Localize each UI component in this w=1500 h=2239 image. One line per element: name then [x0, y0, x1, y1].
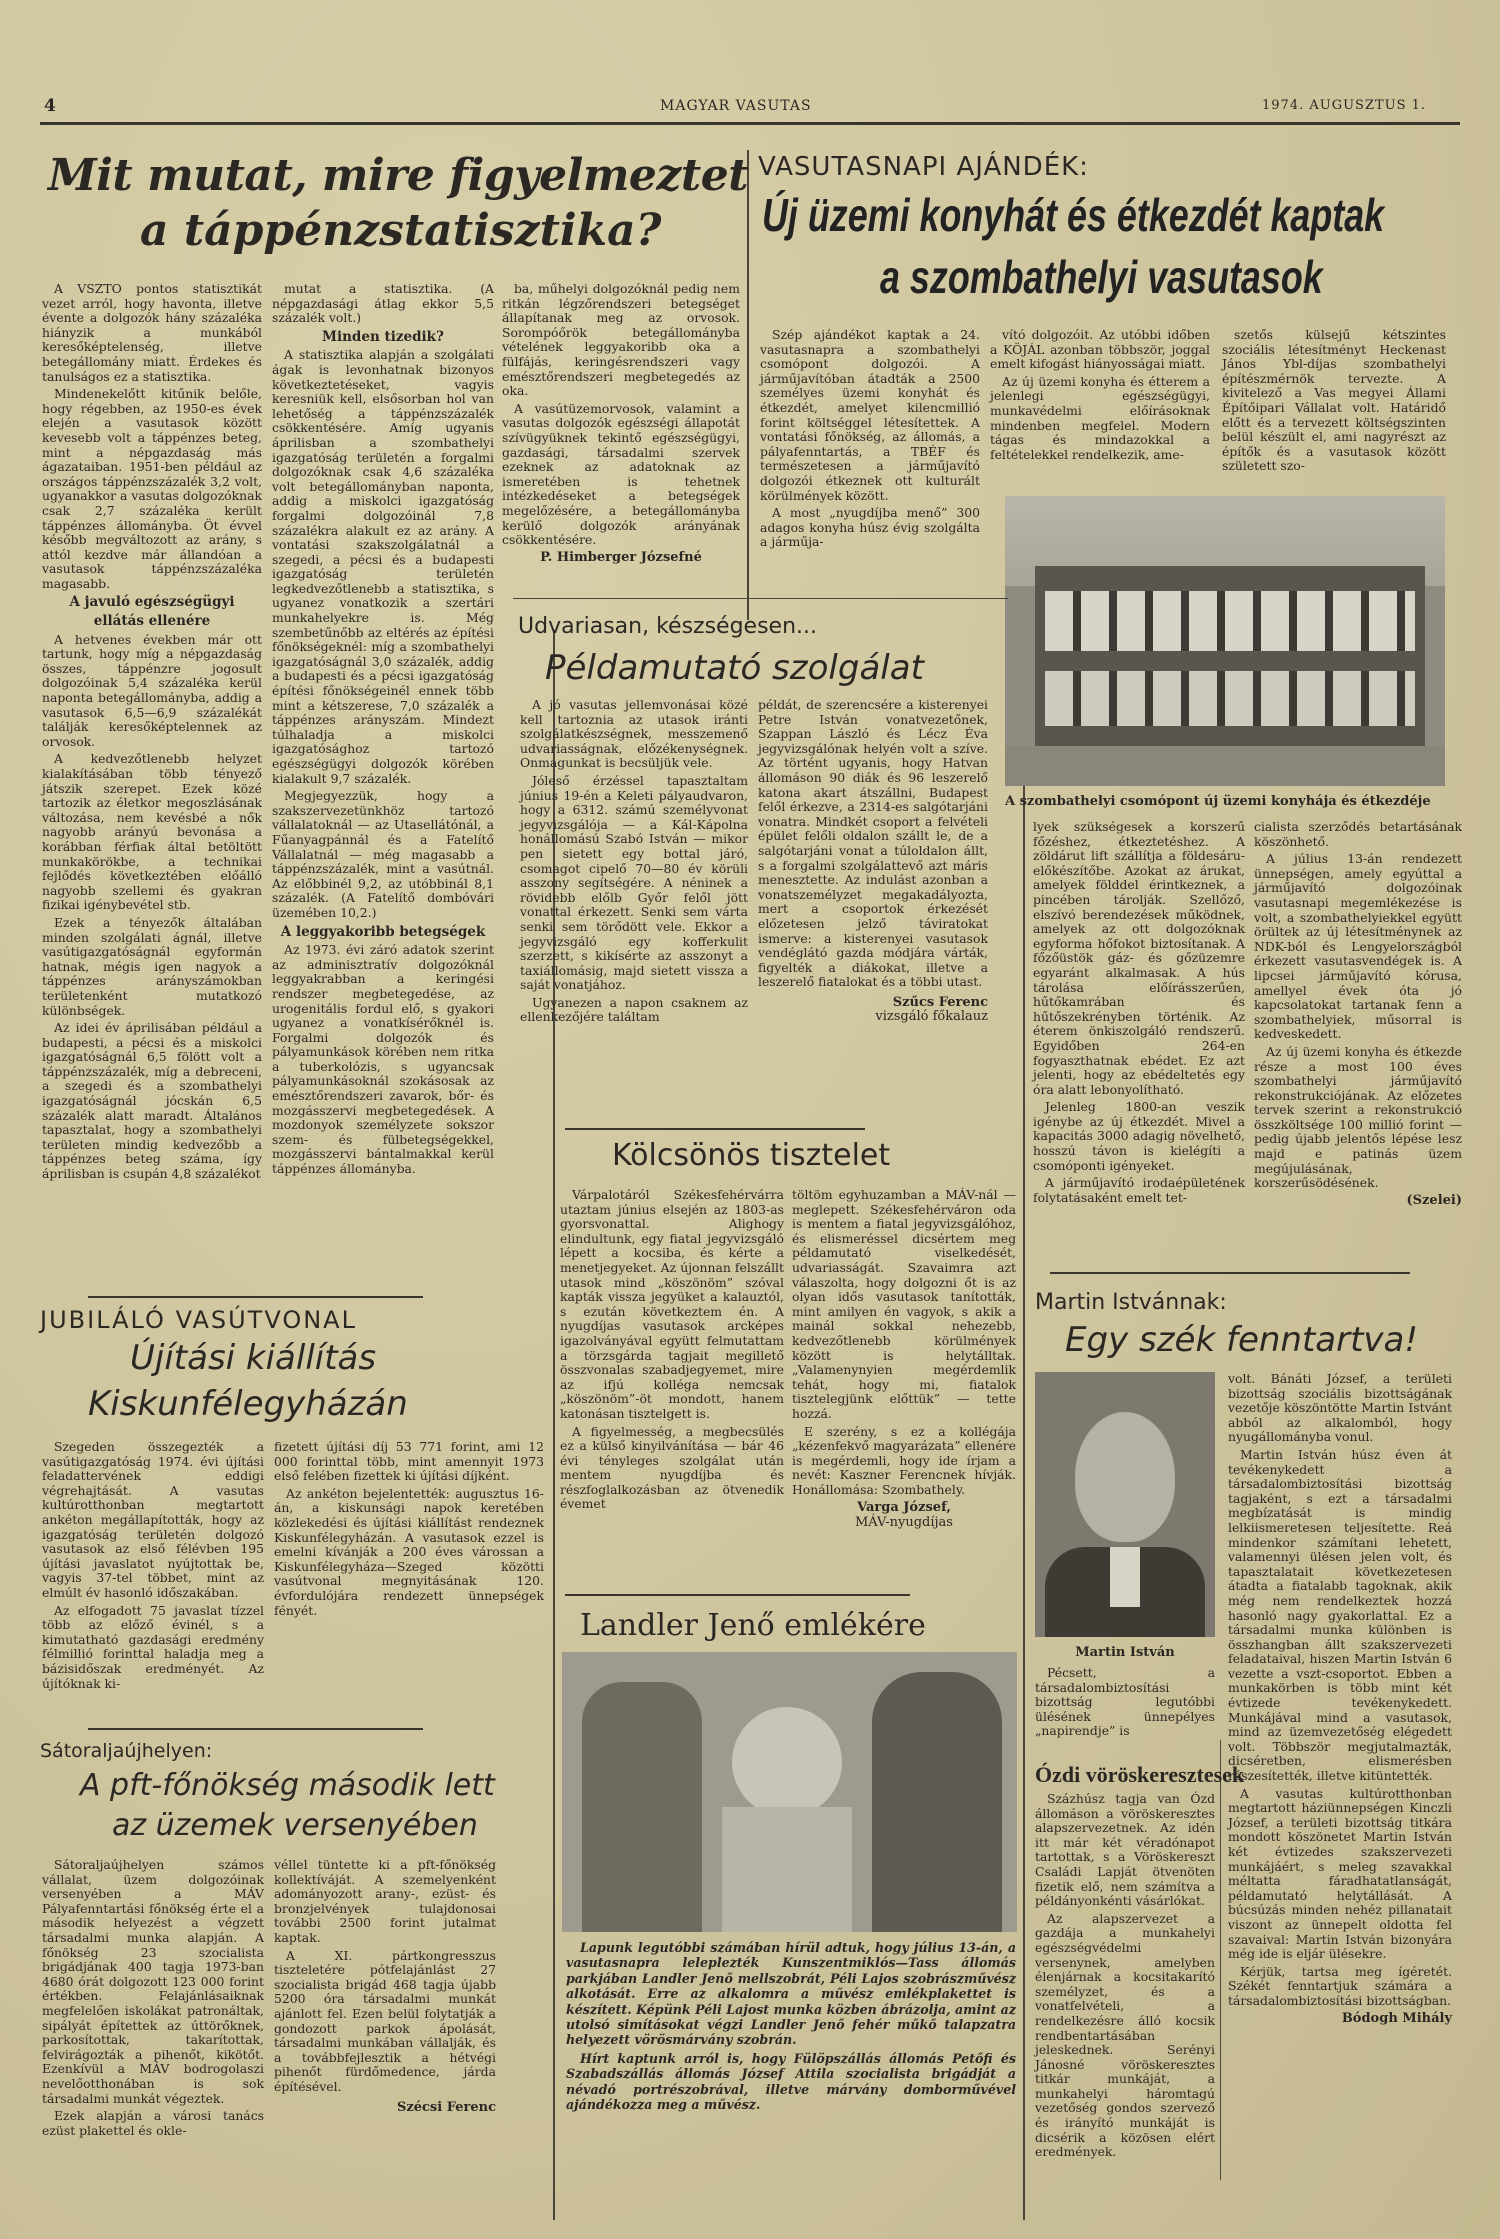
headline-kolcsonos: Kölcsönös tisztelet [612, 1138, 891, 1173]
martin-portrait-photo [1035, 1372, 1215, 1637]
konyha-column-1 [760, 328, 980, 553]
paragraph: Az 1973. évi záró adatok szerint az adminisztratív dolgozóknál leggyakrabban a keringési rendszer megbetegedése, az urogenitális fordul elő, s gyakori ugyanez a vonatkísérőknél is. Forgalmi dolgozók és pályamunkások körében nem ritka a tuberkolózis, s ugyancsak pályamunkásoknál szokásosak az emésztőrendszeri zavarok, bőr- és mozgásszervi megbetegedések. A mozdonyok személyzete sokszor szem- és fülbetegségekkel, mozgásszervi bántalmakkal kerül táppénzes állományba. [272, 942, 494, 1177]
paragraph: Az alapszervezet a gazdája a munkahelyi egészségvédelmi versenynek, amelyben élenjárnak a kocsitakarító személyzet, és a vonatfelvételi, a rendelkezésre álló kocsik rendbentartásában jeleskednek. Serényi Jánosné vöröskeresztes titkár munkáját, a munkahelyi háromtagú vezetőség gondos szervező és irányító munkáját is dicsérik a közösen elért eredmények. [1035, 1910, 1215, 2160]
section-rule [565, 1594, 910, 1596]
ozd-column [1035, 1792, 1215, 2163]
author: P. Himberger Józsefné [540, 549, 702, 565]
column-divider [1023, 630, 1025, 2220]
issue-date: 1974. AUGUSZTUS 1. [1262, 98, 1427, 113]
paragraph: ba, műhelyi dolgozóknál pedig nem ritkán légzőrendszeri betegséget állapítanak meg az orvosok. Sorompóőrök betegállományba vételének leggyakoribb oka a fülfájás, keringésrendszeri vagy emésztőrendszeri megbetegedés az oka. [502, 281, 740, 399]
satoralja-column-1 [42, 1858, 264, 2141]
paragraph: Az idei év áprilisában például a budapesti, a pécsi és a miskolci igazgatóságnál 6,5 fölött volt a táppénzszázalék, míg a debreceni, a szegedi és a szombathelyi igazgatóságnál jócskán 6,5 százalék alatt maradt. Általános tapasztalat, hogy a szombathelyi területen mindig kedvezőbb a táppénzes beteg száma, így áprilisban is csupán 4,8 százalékot [42, 1020, 262, 1182]
paragraph: A kedvezőtlenebb helyzet kialakításában több tényező játszik szerepet. Ezek közé tartozik az életkor megoszlásának változása, nem kevésbé a nők nagyobb arányú bevonása a korábban férfiak által betöltött munkakörökbe, a technikai fejlődés következtében előálló nagyobb szellemi és gyakran fizikai igénybevétel stb. [42, 751, 262, 913]
paragraph: Százhúsz tagja van Ózd állomáson a vöröskeresztes alapszervezetnek. Az idén itt már két véradónapot tartottak, s a Vöröskereszt Családi Lapját ötvenöten fizetik elő, nem számítva a példányonkénti vásárlókat. [1035, 1791, 1215, 1909]
paragraph: Megjegyezzük, hogy a szakszervezetünkhöz tartozó vállalatoknál — az Utasellátónál, a Fűanyagpánnál és a Fatelítő Vállalatnál — még magasabb a táppénzszázalék, mint a vasútnál. Az előbbinél 9,2, az utóbbinál 8,1 százalék. (A Fatelítő dombóvári üzemében 10,2.) [272, 788, 494, 920]
konyha-column-2 [990, 328, 1210, 465]
paragraph: Az elfogadott 75 javaslat tízzel több az előző évinél, s a kimutatható gazdasági eredmény félmillió forinttal haladja meg a bázisidőszak eredményét. Az újítóknak ki- [42, 1602, 264, 1691]
headline-ozd: Ózdi vöröskeresztesek [1035, 1762, 1245, 1787]
kicker-udvarias: Udvariasan, készségesen... [518, 614, 817, 639]
section-rule [88, 1728, 423, 1730]
kicker-jubilalo: JUBILÁLÓ VASÚTVONAL [40, 1306, 357, 1334]
section-rule [565, 1128, 865, 1130]
paragraph: Martin István húsz éven át tevékenykedett a társadalombiztosítási bizottság tagjaként, s ezt a társadalmi megbízatását is mindig lelkiismeretesen teljesítette. Reá mindenkor számítani lehetett, valamennyi ülésen jelen volt, és tapasztalatait következetesen átadta a fiatalabb tagoknak, akik még nem rendelkeztek hozzá hasonló nagy gyakorlattal. Ez a társadalmi munka különben is összhangban állt szakszervezeti feladataival, hiszen Martin István 6 vezette a vszt-csoportot. Ebben a munkakörben is több mint két évtizede tevékenykedett. Munkájával mind a vasutasok, mind az üzemvezetőség elégedett volt. Többször megjutalmazták, dicséretben, elismerésben részesítették, illetve kitüntették. [1228, 1446, 1452, 1784]
paragraph: Jóleső érzéssel tapasztaltam június 19-én a Keleti pályaudvaron, hogy a 6312. számú személyvonat jegyvizsgálója — a Kál-Kápolna honállomású Szabó István — mikor pen sietett egy bottal járó, csomagot cipelő 70—80 év körüli asszony segítségére. A néninek a rövidebb előlb Győr felől jött vonattal érkezett. Senki sem várta senki sem törődött vele. Ekkor a jegyvizsgáló egy kofferkulit szerzett, s kikísérte az asszonyt a taxiállomásig, majd sietett vissza a saját vonatjához. [520, 772, 748, 993]
paragraph: fizetett újítási díj 53 771 forint, ami 12 000 forinttal több, mint amennyit 1973 első felében fizettek ki újítási díjként. [274, 1439, 544, 1484]
author: (Szelei) [1406, 1192, 1462, 1208]
paragraph: mutat a statisztika. (A népgazdasági átlag ekkor 5,5 százalék volt.) [272, 281, 494, 326]
kicker-konyha: VASUTASNAPI AJÁNDÉK: [758, 152, 1089, 182]
headline-udvarias: Példamutató szolgálat [545, 648, 924, 688]
tappenz-column-1 [42, 282, 262, 1185]
sculptor-photo [562, 1652, 1017, 1932]
author: Szécsi Ferenc [396, 2099, 496, 2115]
udvarias-column-2 [758, 698, 988, 1025]
headline-jubilalo: Újítási kiállítás [130, 1338, 377, 1378]
subheading: A leggyakoribb betegségek [280, 923, 486, 940]
page-number: 4 [44, 96, 57, 116]
paragraph: volt. Bánáti József, a területi bizottság szociális bizottságának vezetője köszöntötte Martin Istvánt abból az alkalomból, hogy nyugállományba vonul. [1228, 1371, 1452, 1445]
author-title: MÁV-nyugdíjas [855, 1515, 953, 1531]
paragraph: A vasútüzemorvosok, valamint a vasutas dolgozók egészségi állapotát szívügyüknek tekintő egészségügyi, gazdasági, társadalmi szervek ezeknek az adatoknak az ismeretében is tehetnek intézkedéseket a betegségek megelőzésére, a betegállományba kerülő dolgozók arányának csökkentésére. [502, 400, 740, 548]
paragraph: Ezek a tényezők általában minden szolgálati ágnál, illetve vasútigazgatóságnál egyformán hatnak, mégis igen nagyok a táppénzes arányszámokban területenként mutatkozó különbségek. [42, 914, 262, 1018]
paragraph: cialista szerződés betartásának köszönhető. [1254, 819, 1462, 849]
headline-jubilalo-line2: Kiskunfélegyházán [88, 1384, 408, 1424]
author: Bódogh Mihály [1341, 2010, 1452, 2026]
paragraph: Az új üzemi konyha és étterem a jelenlegi egészségügyi, munkavédelmi előírásoknak mindenben megfelel. Modern tágas és mindazokkal a feltételekkel rendelkezik, ame- [990, 373, 1210, 462]
konyha-column-4 [1033, 820, 1245, 1208]
jubilalo-column-1 [42, 1440, 264, 1694]
paragraph: A XI. pártkongresszus tiszteletére pótfelajánlást 27 szocialista brigád 468 tagja újabb 5200 óra társadalmi munkát ajánlott fel. Ezen belül folytatják a gondozott parkok ápolását, társadalmi munkában vállalják, és a továbbfejlesztik a hétvégi pihenőt fürdőmedence, járda építésével. [274, 1947, 496, 2094]
headline-tappenz-line2: a táppénzstatisztika? [140, 205, 662, 256]
paragraph: A vasutas kultúrotthonban megtartott háziünnepségen Kinczli József, a területi bizottság titkára mondott köszönetet Martin István két évtizedes szakszervezeti munkájáért, s meleg szavakkal méltatta fáradhatatlanságát, példamutató helytállását. A búcsúzás minden nehéz pillanatait viszont az ünnepelt oldotta fel szavaival: Martin István bizonyára még ide is eljár ülésekre. [1228, 1785, 1452, 1962]
paragraph: E szerény, s ez a kollégája „kézenfekvő magyarázata” ellenére is megérdemli, hogy ide írjam a nevét: Kaszner Ferencnek hívják. Honállomása: Szombathely. [792, 1423, 1016, 1497]
subheading: ellátás ellenére [93, 613, 211, 630]
paragraph: Szép ajándékot kaptak a 24. vasutasnapra a szombathelyi csomópont dolgozói. A járműjavítóban átadták a 2500 személyes üzemi konyhát és étkezdét, amelyet kilencmillió forint költséggel létesítettek. A vontatási főnökség, az állomás, a pályafenntartás, a TBÉF és természetesen a járműjavító dolgozói étkeznek ott kulturált körülmények között. [760, 327, 980, 503]
headline-konyha-line2: a szombathelyi vasutasok [880, 251, 1323, 303]
kicker-satoralja: Sátoraljaújhelyen: [40, 1740, 213, 1762]
kicker-martin: Martin Istvánnak: [1035, 1290, 1227, 1315]
paragraph: A statisztika alapján a szolgálati ágak is levonhatnak bizonyos következtetéseket, vagyis keresniük kell, elsősorban hol van lehetőség a táppénzszázalék csökkentésére. Amíg ugyanis áprilisban a szombathelyi igazgatóság területén a forgalmi dolgozóknak csak 4,6 százaléka volt betegállományban naponta, addig a miskolci igazgatóság forgalmi dolgozóinál 7,8 százalékra alakult ez az arány. A vontatási szakszolgálatnál a szegedi, a pécsi és a budapesti igazgatóság területén legkedvezőtlenebb a statisztika, s ugyanez vonatkozik a szertári munkahelyekre is. Még szembetűnőbb az eltérés az építési főnökségeknél: míg a szombathelyi igazgatóságnál 3,0 százalék, addig a budapesti és a pécsi igazgatóság építési főnökségeinél ennek több mint a kétszerese, 7,0 százalék a táppénzes arányszám. Mindezt túlhaladja a miskolci igazgatósághoz tartozó egészségügyi dolgozók körében kialakult 9,7 százalék. [272, 347, 494, 786]
martin-column-1 [1035, 1666, 1215, 1742]
paragraph: vító dolgozóit. Az utóbbi időben a KÖJÁL azonban többször, joggal emelt kifogást hiányosságai miatt. [990, 327, 1210, 372]
photo-caption-konyha: A szombathelyi csomópont új üzemi konyhája és étkezdéje [1005, 794, 1431, 809]
udvarias-column-1 [520, 698, 748, 1028]
paragraph: töltöm egyhuzamban a MÁV-nál — meglepett. Székesfehérváron oda is mentem a fiatal jegyvizsgálóhoz, és elismeréssel dicsértem meg példamutató viselkedését, udvariasságát. Szavaimra azt válaszolta, hogy dolgozni őt is az olyan idős vasutasok tanították, mint amilyen én vagyok, s akik a mainál sokkal nehezebb, kedvezőtlenebb körülmények között is helytálltak. „Valamenynyien megérdemlik tehát, hogy mi, fiatalok tisztelegjünk előttük” — tette hozzá. [792, 1187, 1016, 1421]
headline-konyha: Új üzemi konyhát és étkezdét kaptak [762, 189, 1385, 241]
konyha-column-3 [1222, 328, 1446, 477]
column-divider [1220, 1740, 1221, 2180]
tappenz-column-3 [502, 282, 740, 565]
paragraph: példát, de szerencsére a kisterenyei Petre István vonatvezetőnek, Szappan László és Lécz Éva jegyvizsgálónak helyén volt a szíve. Az történt ugyanis, hogy Hatvan állomáson 90 diák és 96 leszerelő katona akart átszállni, Budapest felől érkezve, a 2314-es salgótarjáni vonatra. Mindkét csoport a felvételi épület felőli oldalon szállt le, de a salgótarjáni vonat a túloldalon állt, s a forgalmi szolgálattevő azt máris menesztette. Az indulást azonban a vonatszemélyzet megakadályozta, mert a csoportok érkezését előzetesen jelző táviratokat ismerve: a kisterenyei vasutasok vendéglátó gazda módjára várták, figyelték a diákokat, illetve a leszerelő fiatalokat és a többi utast. [758, 697, 988, 990]
paragraph: Jelenleg 1800-an veszik igénybe az új étkezdét. Mivel a kapacitás 3000 adagig növelhető, hosszú távon is kielégíti a csomóponti igényeket. [1033, 1099, 1245, 1173]
photo-caption-martin: Martin István [1075, 1645, 1175, 1660]
author-title: vizsgáló főkalauz [875, 1009, 988, 1025]
paragraph: A július 13-án rendezett ünnepségen, amely egyúttal a járműjavító dolgozóinak vasutasnapi megemlékezése is volt, a szombathelyiekkel együtt örültek az új létesítménynek az NDK-ból és Lengyelországból érkezett vasutasvendégek is. A lipcsei járműjavító kórusa, amellyel évek óta jó kapcsolatokat tartanak fenn a szombathelyiek, műsorral is kedveskedett. [1254, 851, 1462, 1042]
satoralja-column-2 [274, 1858, 496, 2115]
martin-column-2 [1228, 1372, 1452, 2026]
paragraph: A jó vasutas jellemvonásai közé kell tartoznia az utasok iránti szolgálatkészségnek, messzemenő udvariasságnak, előzékenységnek. Onmagunkat is becsüljük vele. [520, 697, 748, 771]
landler-caption [566, 1940, 1016, 2112]
paragraph: Ugyanezen a napon csaknem az ellenkezőjére találtam [520, 994, 748, 1025]
author: Varga József, [857, 1500, 951, 1516]
paragraph: lyek szükségesek a korszerű főzéshez, étkeztetéshez. A zöldárut lift szállítja a földesáru-előkészítőbe. Azokat az árukat, amelyek földdel érintkeznek, a pincében tárolják. Szellőző, elszívó berendezések működnek, amelyek az ott dolgozóknak egyforma hőfokot biztosítanak. A főzőüstök gáz- és gőzüzemre egyaránt alkalmasak. A hús tárolása előírásszerűen, hűtőkamrában és hűtőszekrényben történik. Az éterem önkiszolgáló rendszerű. Egyidőben 264-en fogyaszthatnak ebédet. Ez azt jelenti, hogy az ebédeltetés egy óra alatt lebonyolítható. [1033, 819, 1245, 1097]
paragraph: A most „nyugdíjba menő” 300 adagos konyha húsz évig szolgálta a járműja- [760, 505, 980, 550]
author: Szűcs Ferenc [892, 994, 988, 1010]
paragraph: A járműjavító irodaépületének folytatásaként emelt tet- [1033, 1175, 1245, 1205]
kolcsonos-column-1 [560, 1188, 784, 1515]
paragraph: Ezek alapján a városi tanács ezüst plakettel és okle- [42, 2108, 264, 2138]
paragraph: A hetvenes években már ott tartunk, hogy míg a népgazdaság összes, táppénzre jogosult dolgozóinak 5,4 százaléka kerül naponta betegállományba, addig a vasutasok 6,5—6,9 százalékát találják keresőképtelennek az orvosok. [42, 631, 262, 749]
konyha-column-5 [1254, 820, 1462, 1208]
kolcsonos-column-2 [792, 1188, 1016, 1531]
paragraph: Mindenekelőtt kitűnik belőle, hogy régebben, az 1950-es évek elején a vasutasok között kevesebb volt a táppénzes beteg, mint a népgazdaság más ágazataiban. 1951-ben például az országos táppénzszázalék 3,2 volt, ugyanakkor a vasutas dolgozóknak csak 2,7 százaléka került táppénzes állományba. Öt évvel később megváltozott az arány, s attól kezdve már állandóan a vasutasok táppénzszázaléka magasabb. [42, 386, 262, 591]
paragraph: szetős külsejű kétszintes szociális létesítményt Heckenast János Ybl-díjas szombathelyi építészmérnök tervezte. A kivitelező a Vas megyei Állami Építőipari Vállalat volt. Határidő előtt és a tervezett költségszinten belül készült el, ami nagyrészt az építők és a vasutasok között született szo- [1222, 327, 1446, 474]
section-rule [1050, 1272, 1410, 1274]
box-top-rule [513, 598, 1008, 599]
jubilalo-column-2 [274, 1440, 544, 1621]
paragraph: Kérjük, tartsa meg ígéretét. Székét fenntartjuk számára a társadalombiztosítási bizottságban. [1228, 1963, 1452, 2008]
paragraph: Sátoraljaújhelyen számos vállalat, üzem dolgozóinak versenyében a MÁV Pályafenntartási főnökség érte el a második helyezést a végzett társadalmi munka alapján. A főnökség 23 szocialista brigádjának 400 tagja 1973-ban 4680 órát dolgozott 123 000 forint értékben. Felajánlásaiknak megfelelően iskolákat patronáltak, sipályát építettek az úttörőknek, parkosítottak, takarítottak, felvirágozták a pihenőt, kikötőt. Ezenkívül a MÁV bodrogolaszi nevelőotthonában is sok társadalmi munkát végeztek. [42, 1857, 264, 2106]
paragraph: Lapunk legutóbbi számában hírül adtuk, hogy július 13-án, a vasutasnapra leleplezték Kunszentmiklós—Tass állomás parkjában Landler Jenő mellszobrát, Péli Lajos szobrászművész alkotását. Erre az alkalomra a művész emlékplakettet is készített. Képünk Péli Lajost munka közben ábrázolja, amint az utolsó simításokat végzi Landler Jenő fehér műkő talapzatra helyezett vörösmárvány szobrán. [566, 1940, 1016, 2048]
headline-tappenz: Mit mutat, mire figyelmeztet [48, 150, 749, 201]
paragraph: véllel tüntette ki a pft-főnökség kollektíváját. A szemelyenként adományozott arany-, ezüst- és bronzjelvények tulajdonosai további 2500 forint jutalmat kaptak. [274, 1857, 496, 1945]
headline-landler: Landler Jenő emlékére [580, 1608, 926, 1643]
paragraph: Szegeden összegezték a vasútigazgatóság 1974. évi újítási feladattervének eddigi végrehajtását. A vasutas kultúrotthonban megtartott ankéton megállapították, hogy az igazgatóság területén dolgozó vasutasok az első félévben 195 újítási javaslatot nyújtottak be, vagyis 37-tel többet, mint az elmúlt év hasonló időszakában. [42, 1439, 264, 1600]
paragraph: Pécsett, a társadalombiztosítási bizottság legutóbbi ülésének ünnepélyes „napirendje” is [1035, 1665, 1215, 1739]
kitchen-building-photo [1005, 496, 1445, 786]
column-divider [747, 150, 749, 620]
subheading: Minden tizedik? [322, 328, 444, 345]
paragraph: A VSZTO pontos statisztikát vezet arról, hogy havonta, illetve évente a dolgozók hány százaléka hiányzik a munkából keresőképtelenség, illetve betegállomány miatt. Érdekes és tanulságos ez a statisztika. [42, 281, 262, 384]
section-rule [88, 1296, 423, 1298]
headline-satoralja: A pft-főnökség második lett [80, 1768, 495, 1803]
subheading: A javuló egészségügyi [69, 594, 235, 611]
headline-satoralja-line2: az üzemek versenyében [112, 1808, 478, 1843]
tappenz-column-2 [272, 282, 494, 1180]
masthead-rule [40, 122, 1460, 125]
paragraph: Az új üzemi konyha és étkezde része a most 100 éves szombathelyi járműjavító rekonstrukciójának. Az előzetes tervek szerint a rekonstrukció összköltsége 100 millió forint — pedig újabb jelentős lépése lesz majd e patinás üzem megújulásának, korszerűsödésének. [1254, 1043, 1462, 1191]
paragraph: Az ankéton bejelentették: augusztus 16-án, a kiskunsági napok keretében közlekedési és újítási kiállítást rendeznek Kiskunfélegyházán. A vasutasok ezzel is emelni kívánják a 200 éves várossan a Kiskunfélegyháza—Szeged közötti vasútvonal megnyitásának 120. évfordulójára rendezett ünnepségek fényét. [274, 1485, 544, 1618]
headline-martin: Egy szék fenntartva! [1065, 1320, 1419, 1360]
paragraph: Hírt kaptunk arról is, hogy Fülöpszállás állomás Petőfi és Szabadszállás állomás József Attila szocialista brigádját a névadó portrészobrával, illetve márvány domborművével ajándékozza meg a művész. [566, 2050, 1016, 2113]
paragraph: Várpalotáról Székesfehérvárra utaztam június elsején az 1803-as gyorsvonattal. Alighogy elindultunk, egy fiatal jegyvizsgáló lépett a kocsiba, és kérte a menetjegyeket. Az újonnan felszállt utasok mind „köszönöm” szóval kapták vissza jegyüket a kalauztól, s ezután következtem én. A nyugdíjas vasutasok arcképes igazolványával együtt felmutattam a törzsgárda tagjait megillető összvonalas szabadjegyemet, mire az ifjú kolléga nemcsak „köszönöm”-öt mondott, hanem katonásan tisztelgett is. [560, 1187, 784, 1421]
paper-name: MAGYAR VASUTAS [660, 98, 812, 114]
paragraph: A figyelmesség, a megbecsülés ez a külső kinyilvánítása — bár 46 évi tényleges szolgálat után mentem nyugdíjba és részfoglalkozásban az ötvenedik évemet [560, 1423, 784, 1512]
